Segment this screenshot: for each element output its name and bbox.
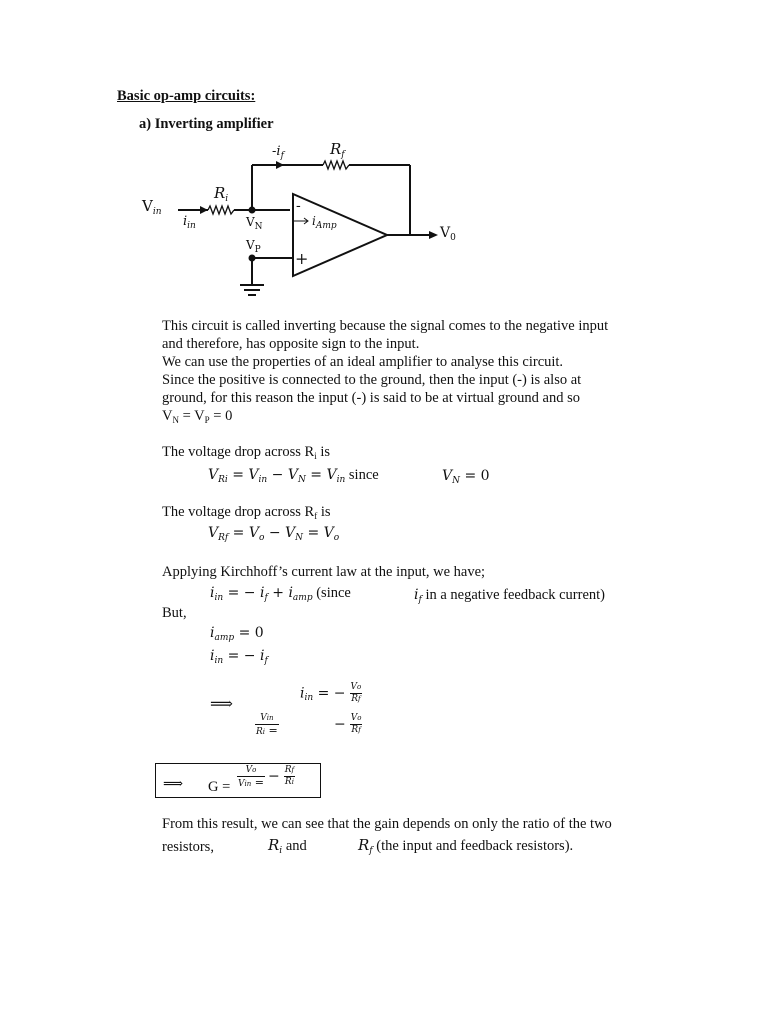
vn-zero-condition: $V_N = 0$	[442, 468, 490, 486]
implies-arrow-2: ⟹	[163, 776, 184, 792]
but-label: But,	[162, 605, 187, 621]
label-iin: $i_{in}$	[183, 214, 196, 231]
gain-label: G =	[208, 779, 231, 795]
implies-arrow-1: ⟹	[210, 694, 233, 713]
label-vp: $V_P$	[246, 238, 261, 255]
output-arrow	[429, 231, 438, 239]
paragraph-line-3: We can use the properties of an ideal amplifier to analyse this circuit.	[162, 354, 564, 370]
section-heading: a) Inverting amplifier	[139, 116, 274, 132]
rf-resistor	[323, 161, 349, 169]
label-vo: $V_0$	[440, 225, 456, 243]
label-minus-input: -	[296, 198, 301, 214]
kirchhoff-intro: Applying Kirchhoff’s current law at the input, we have;	[162, 564, 486, 580]
feedback-current-note: $i_f$ in a negative feedback current)	[414, 587, 605, 605]
feedback-current-arrow	[276, 161, 284, 169]
vin-over-ri-fraction: $\frac{\text{Vin}}{Ri =}$	[256, 713, 278, 737]
node-vp	[249, 255, 256, 262]
paragraph-line-4: Since the positive is connected to the ground, then the input (-) is also at	[162, 372, 582, 388]
conclusion-rf-note: $R_f$ (the input and feedback resistors).	[358, 836, 574, 856]
node-vn	[249, 207, 256, 214]
ri-drop-intro: The voltage drop across $R_i$ is	[162, 444, 331, 461]
conclusion-ri-and: $R_i$ and	[268, 836, 307, 856]
paragraph-line-2: and therefore, has opposite sign to the input.	[162, 336, 420, 352]
label-vn: $V_N$	[246, 215, 263, 232]
iamp-zero-equation: $i_{amp} = 0$	[210, 625, 264, 643]
iin-equals-minus-if: $i_{in}$ = − $i_f$	[210, 648, 268, 666]
page-heading: Basic op-amp circuits:	[117, 88, 256, 104]
paragraph-line-5: ground, for this reason the input (-) is said to be at virtual ground and so	[162, 390, 581, 406]
ri-resistor	[208, 206, 234, 214]
paragraph-line-1: This circuit is called inverting because the signal comes to the negative input	[162, 318, 609, 334]
gain-vo-over-vin: $\frac{Vo}{\text{Vin =}}$	[238, 765, 264, 789]
input-arrow	[200, 206, 208, 214]
paragraph-line-6: $V_N = V_P = 0$	[162, 408, 233, 425]
minus-vo-over-rf-fraction: − $\frac{Vo}{Rf}$	[334, 713, 362, 735]
label-plus-input: +	[295, 249, 309, 268]
label-rf: $R_f$	[330, 140, 345, 160]
label-iamp: $i_{Amp}$	[312, 214, 337, 231]
rf-drop-intro: The voltage drop across $R_f$ is	[162, 504, 331, 521]
label-minus-if: $-i_f$	[272, 144, 284, 161]
conclusion-resistors-label: resistors,	[162, 839, 214, 855]
kirchhoff-equation: $i_{in}$ = − $i_f + i_{amp}$ (since	[210, 585, 351, 603]
label-vin: $V_{in}$	[142, 197, 162, 217]
rf-drop-equation: $V_{Rf} = V_o - V_N = V_o$	[208, 525, 340, 543]
label-ri: $R_i$	[214, 184, 229, 204]
conclusion-line-1: From this result, we can see that the gain depends on only the ratio of the two	[162, 816, 612, 832]
ri-drop-equation: $V_{Ri} = V_{in} - V_N = V_{in}$ since	[208, 467, 379, 485]
iin-fraction-equation: $i_{in}$ = − $\frac{Vo}{Rf}$	[300, 682, 362, 704]
gain-minus-rf-over-ri: − $\frac{Rf}{Ri}$	[268, 765, 295, 787]
